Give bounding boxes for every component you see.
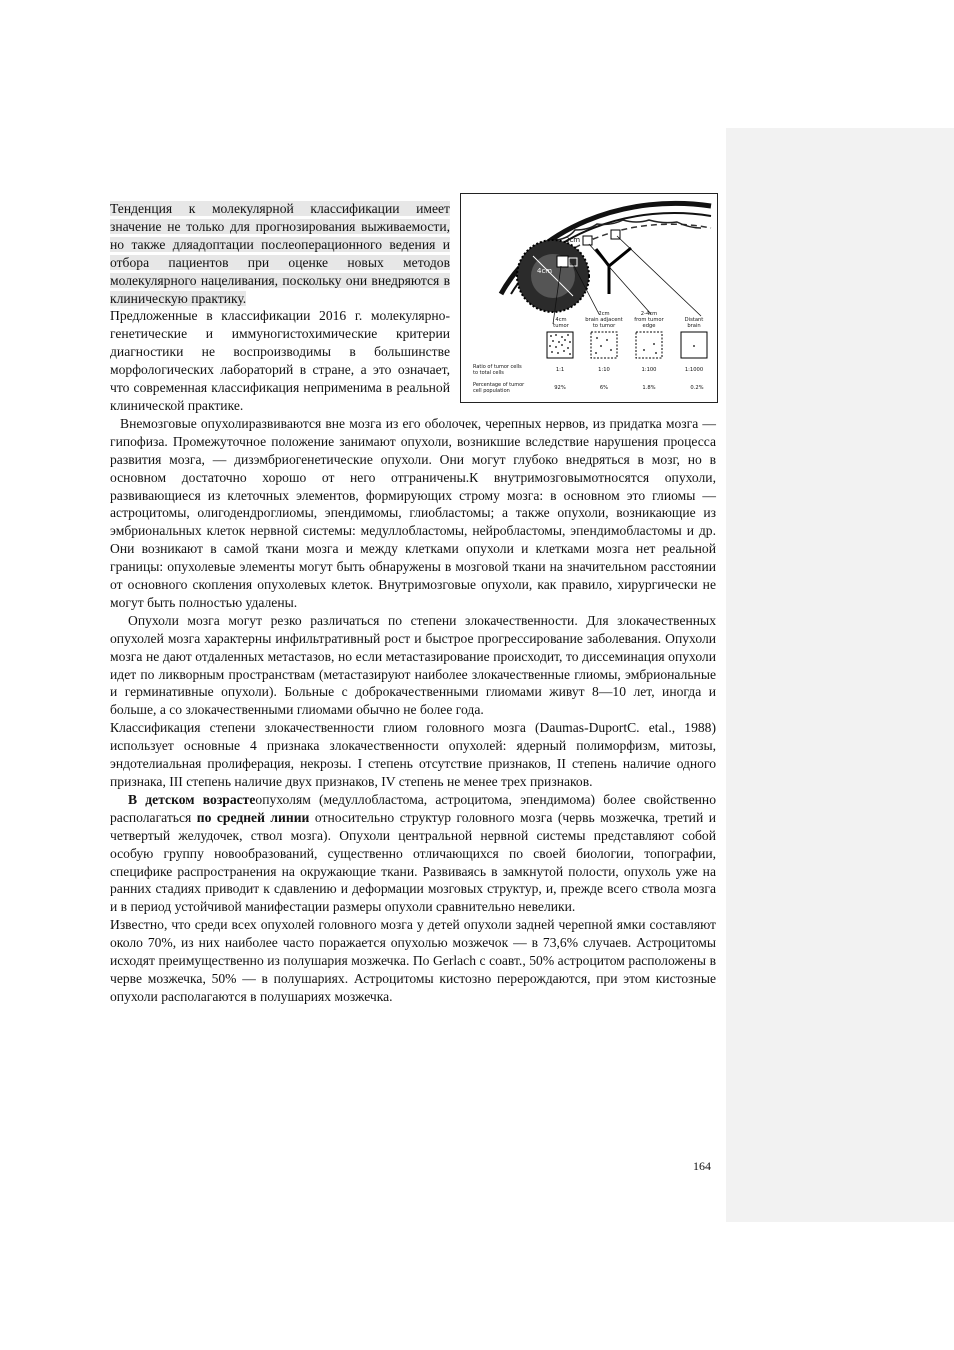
ratio-col3: 1:100 bbox=[641, 367, 657, 373]
col2-line3: to tumor bbox=[592, 323, 616, 329]
col1-line2: tumor bbox=[553, 323, 569, 329]
pct-col4: 0.2% bbox=[690, 385, 704, 391]
page-number: 164 bbox=[693, 1159, 711, 1173]
col2-line1: 2cm bbox=[598, 311, 610, 317]
col2-line2: brain adjacent bbox=[585, 317, 623, 323]
bold-children-age: В детском возрасте bbox=[128, 791, 256, 807]
children-text-1: опухолям (медуллобластома, астроцитома, эпендимома) более свойственно располагаться bbox=[110, 791, 716, 825]
label-2cm-top: 2cm bbox=[565, 236, 581, 244]
paragraph-malignancy: Опухоли мозга могут резко различаться по степени злокачественности. Для злокачественных опухолей мозга характерны инфильтративный рост и быстрое прогрессирование заболевания. Опухоли мозга не дают отдаленных метастазов, но если метастазирование происходит, то диссеминация опухоли идет по ликворным пространствам (метастазируют наиболее злокачественные глиомы, эмбриональные и герминативные опухоли). Больные с доброкачественными глиомами живут 8—10 лет, иногда и больше, а со злокачественными глиомами обычно не более года. bbox=[110, 612, 716, 718]
comment-margin-pane bbox=[726, 128, 954, 1222]
paragraph-children bbox=[110, 791, 716, 916]
col4-line1: Distant bbox=[684, 317, 704, 323]
ratio-col1: 1:1 bbox=[555, 367, 565, 373]
brain-tumor-diagram bbox=[461, 194, 717, 402]
pct-col3: 1.8% bbox=[642, 385, 656, 391]
ratio-col4: 1:1000 bbox=[684, 367, 704, 373]
col3-line2: from tumor bbox=[634, 317, 664, 323]
bold-midline: по средней линии bbox=[196, 809, 310, 825]
col3-line3: edge bbox=[642, 323, 656, 329]
pct-col2: 6% bbox=[599, 385, 609, 391]
row-pct-line1: Percentage of tumor bbox=[473, 382, 525, 388]
children-text-2: относительно структур головного мозга (червь мозжечка, третий и четвертый желудочек, ствол мозга). Опухоли центральной нервной системы представляют собой особую группу новообразований, существенно отличающихся по своей биологии, топографии, специфике распространения на окружающие ткани. Развиваясь в замкнутой полости, опухоль уже на ранних стадиях приводит к сдавлению и деформации мозговых структур, и, прежде всего ствола мозга и в период устойчивой манифестации размеры опухоли сравнительно невелики. bbox=[110, 809, 717, 915]
paragraph-extracerebral: Внемозговые опухолиразвиваются вне мозга из его оболочек, черепных нервов, из придатка мозга — гипофиза. Промежуточное положение занимают опухоли, возникшие вследствие нарушения процесса развития мозга, — дизэмбриогенетические опухоли. Они могут глубоко внедряться в мозг, но в основном достаточно хорошо от него отграничены.К внутримозговымотносятся опухоли, развивающиеся из клеточных элементов, формирующих строму мозга: в основном это глиомы — астроцитомы, олигодендроглиомы, эпендимомы, глиобластомы; а также опухоли, возникающие из эмбриональных клеток нервной системы: медуллобластомы, нейробластомы, эпендимобластомы и др. Они возникают в самой ткани мозга и между клетками опухоли и клетками мозга нет реальной границы: опухолевые элементы могут быть обнаружены в мозговой ткани на значительном расстоянии от основного скопления опухолевых клеток. Внутримозговые опухоли, как правило, хирургически не могут быть полностью удалены. bbox=[110, 415, 716, 610]
highlighted-text: Тенденция к молекулярной классификации имеет значение не только для прогнозирования выживаемости, но также дляадоптации послеоперационного ведения и отбора пациентов при оценке новых методов молекулярного нацеливания, поскольку они внедряются в клиническую практику. bbox=[110, 201, 450, 306]
row-pct-line2: cell population bbox=[473, 388, 510, 394]
paragraph-posterior-fossa: Известно, что среди всех опухолей головного мозга у детей опухоли задней черепной ямки составляют около 70%, из них наиболее часто поражается опухолью мозжечок — в 73,6% случаев. Астроцитомы исходят преимущественно из полушария мозжечка. По Gerlach с соавт., 50% астроцитом расположены в черве мозжечка, 50% — в полушариях. Астроцитомы кистозно перерождаются, при этом кистозные опухоли располагаются в полушариях мозжечка. bbox=[110, 917, 716, 1004]
ratio-col2: 1:10 bbox=[598, 367, 610, 373]
pct-col1: 92% bbox=[554, 385, 566, 391]
tumor-infiltration-figure bbox=[460, 193, 718, 403]
col3-line1: 2-4cm bbox=[640, 311, 658, 317]
row-ratio-line2: to total cells bbox=[473, 370, 504, 376]
label-4cm-circle: 4cm bbox=[537, 267, 553, 275]
paragraph-classification: Классификация степени злокачественности глиом головного мозга (Daumas-DuportC. etal., 1988) использует основные 4 признака злокачественности опухолей: ядерный полиморфизм, митозы, эндотелиальная пролиферация, некрозы. I степень отсутствие признаков, II степень наличие одного признака, III степень наличие двух признаков, IV степень не менее трех признаков. bbox=[110, 720, 716, 789]
paragraph-intro-2: Предложенные в классификации 2016 г. молекулярно-генетические и иммуногистохимические критерии диагностики не воспроизводимы в большинстве морфологических лабораторий в стране, а это означает, что современная классификация неприменима в реальной клинической практике. bbox=[110, 308, 450, 413]
col4-line2: brain bbox=[687, 323, 701, 329]
page-body bbox=[110, 200, 716, 1006]
col1-line1: 4cm bbox=[555, 317, 567, 323]
row-ratio-line1: Ratio of tumor cells bbox=[473, 364, 522, 370]
